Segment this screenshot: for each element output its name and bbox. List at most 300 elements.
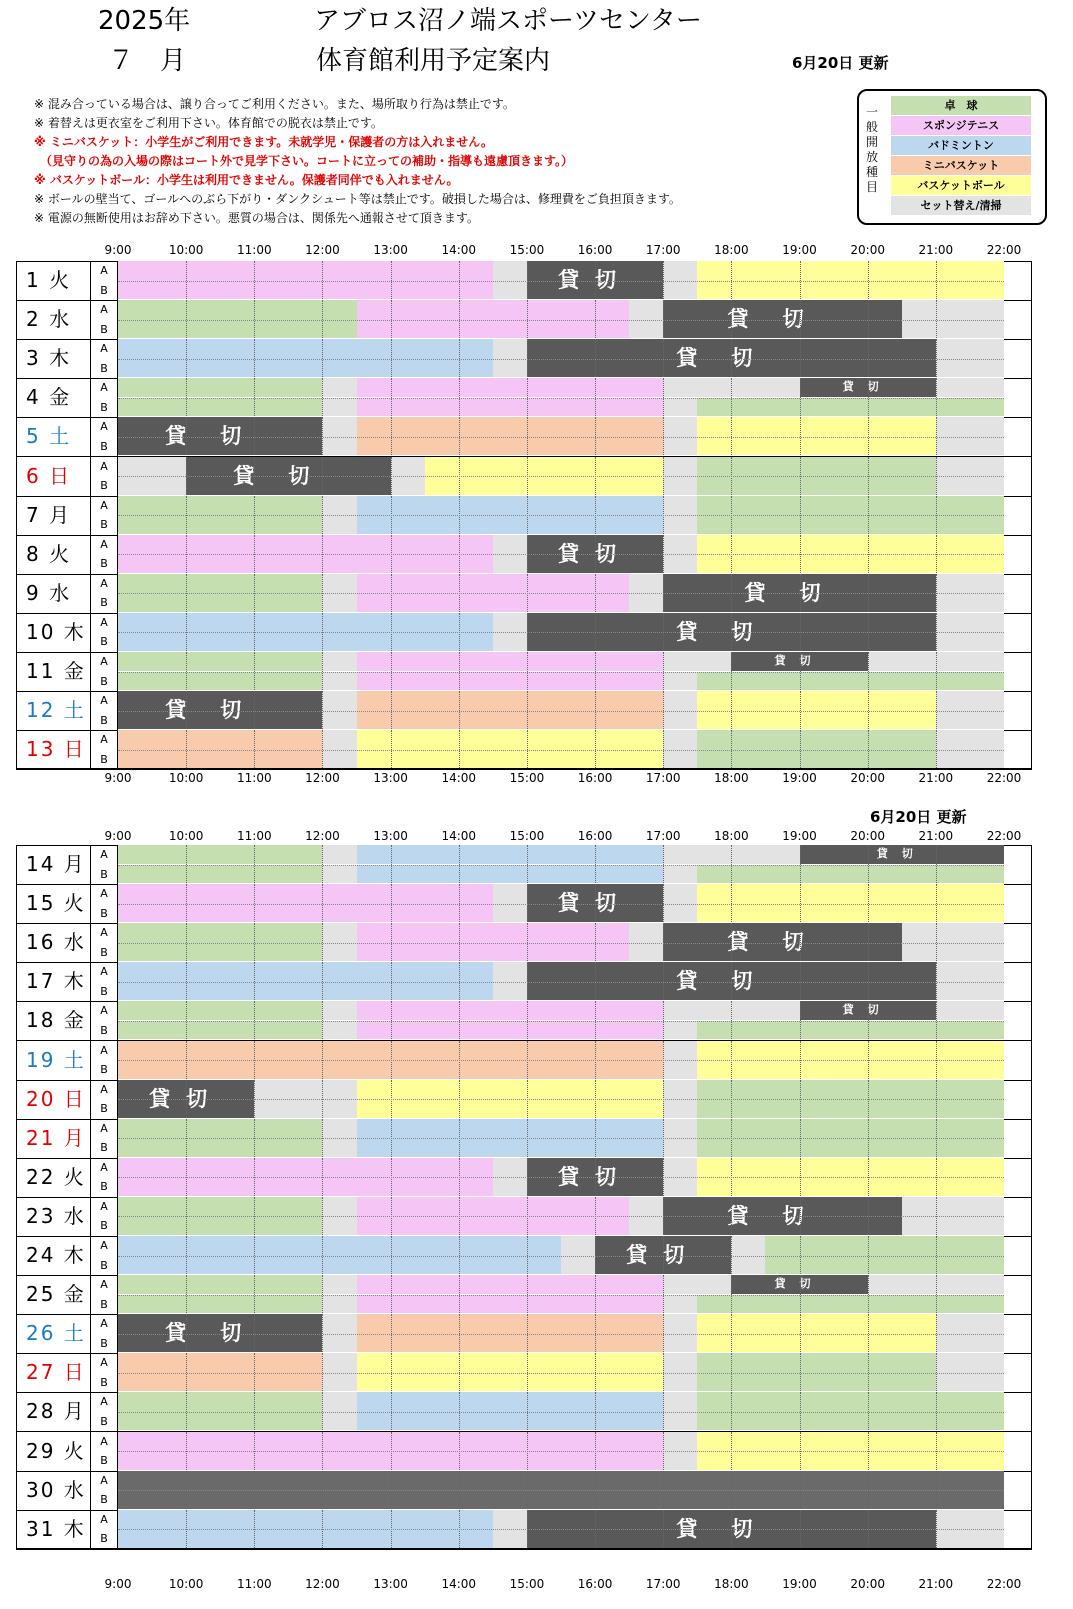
top-time-label: 15:00 bbox=[509, 829, 545, 843]
slot-sponge-tennis bbox=[357, 378, 664, 397]
kashi-block: 貸切 bbox=[118, 1314, 322, 1352]
day-label: 13 日 bbox=[16, 730, 91, 769]
kashi-block: 貸切 bbox=[527, 962, 936, 1000]
slot-badminton bbox=[357, 845, 664, 864]
court-divider bbox=[118, 865, 1004, 866]
court-divider bbox=[118, 437, 1004, 438]
kashi-block: 貸切 bbox=[527, 613, 936, 651]
slot-setup-cleaning bbox=[322, 378, 356, 397]
court-divider bbox=[118, 398, 1004, 399]
court-ab-label bbox=[91, 1392, 118, 1431]
court-b-label: B bbox=[100, 1493, 108, 1507]
day-label: 26 土 bbox=[16, 1314, 91, 1353]
court-b-label: B bbox=[100, 439, 108, 453]
bottom-time-label: 11:00 bbox=[237, 1577, 272, 1591]
court-ab-label bbox=[91, 339, 118, 378]
court-b-label: B bbox=[100, 713, 108, 727]
day-label: 7 月 bbox=[16, 496, 91, 535]
slot-setup-cleaning bbox=[322, 1021, 356, 1040]
bottom-time-label: 10:00 bbox=[168, 771, 204, 785]
day-row bbox=[16, 1236, 1032, 1276]
court-divider bbox=[118, 711, 1004, 712]
slot-table-tennis bbox=[118, 398, 322, 417]
court-divider bbox=[118, 515, 1004, 516]
court-b-label: B bbox=[100, 1063, 108, 1077]
slot-setup-cleaning bbox=[322, 845, 356, 864]
slot-setup-cleaning bbox=[663, 1275, 731, 1294]
slot-setup-cleaning bbox=[663, 398, 697, 417]
day-row bbox=[16, 457, 1032, 497]
day-row bbox=[16, 845, 1032, 885]
court-a-label: A bbox=[100, 576, 108, 590]
bottom-time-label: 17:00 bbox=[645, 771, 681, 785]
court-b-label: B bbox=[100, 557, 108, 571]
top-time-label: 10:00 bbox=[168, 243, 204, 257]
legend-mini-basketball: ミニバスケット bbox=[891, 156, 1031, 175]
court-b-label: B bbox=[100, 1532, 108, 1546]
court-b-label: B bbox=[100, 635, 108, 649]
slot-table-tennis bbox=[697, 1021, 1004, 1040]
court-ab-label bbox=[91, 1353, 118, 1392]
day-label: 16 水 bbox=[16, 923, 91, 962]
top-time-label: 12:00 bbox=[305, 243, 340, 257]
court-ab-label bbox=[91, 923, 118, 962]
slot-table-tennis bbox=[118, 1295, 322, 1314]
day-row bbox=[16, 884, 1032, 924]
kashi-block: 貸切 bbox=[663, 1197, 902, 1235]
court-divider bbox=[118, 1490, 1004, 1491]
slot-setup-cleaning bbox=[936, 378, 1004, 397]
day-row bbox=[16, 1510, 1032, 1550]
slot-table-tennis bbox=[118, 865, 322, 884]
slot-setup-cleaning bbox=[322, 398, 356, 417]
bottom-time-label: 11:00 bbox=[237, 771, 272, 785]
day-row bbox=[16, 962, 1032, 1002]
bottom-time-label: 14:00 bbox=[441, 771, 477, 785]
top-time-label: 18:00 bbox=[714, 829, 749, 843]
bottom-time-label: 21:00 bbox=[918, 1577, 954, 1591]
court-ab-label bbox=[91, 1432, 118, 1471]
slot-setup-cleaning bbox=[663, 652, 731, 671]
court-a-label: A bbox=[100, 420, 108, 434]
top-time-label: 18:00 bbox=[714, 243, 749, 257]
court-a-label: A bbox=[100, 1121, 108, 1135]
legend-side-label: 一般開放種目 bbox=[865, 105, 878, 194]
kashi-block: 貸切 bbox=[731, 1275, 867, 1294]
slot-setup-cleaning bbox=[322, 1001, 356, 1020]
day-row bbox=[16, 613, 1032, 653]
top-time-label: 13:00 bbox=[373, 243, 408, 257]
court-b-label: B bbox=[100, 945, 108, 959]
day-label: 6 日 bbox=[16, 457, 91, 496]
slot-sponge-tennis bbox=[357, 1021, 664, 1040]
slot-setup-cleaning bbox=[936, 1001, 1004, 1020]
kashi-block: 貸切 bbox=[118, 417, 322, 455]
slot-setup-cleaning bbox=[322, 652, 356, 671]
day-row bbox=[16, 535, 1032, 575]
slot-table-tennis bbox=[118, 845, 322, 864]
day-row bbox=[16, 1041, 1032, 1081]
note-6: ※ ボールの壁当て、ゴールへのぶら下がり・ダンクシュート等は禁止です。破損した場合は、修理費をご負担頂きます。 bbox=[34, 192, 681, 206]
court-ab-label bbox=[91, 1314, 118, 1353]
bottom-time-label: 20:00 bbox=[850, 1577, 885, 1591]
day-label: 4 金 bbox=[16, 378, 91, 417]
top-time-label: 15:00 bbox=[509, 243, 545, 257]
court-a-label: A bbox=[100, 381, 108, 395]
slot-setup-cleaning bbox=[663, 1295, 697, 1314]
updated-date: 6月20日 更新 bbox=[792, 54, 889, 72]
note-7: ※ 電源の無断使用はお辞め下さい。悪質の場合は、関係先へ通報させて頂きます。 bbox=[34, 211, 479, 225]
day-row bbox=[16, 378, 1032, 418]
kashi-block: 貸切 bbox=[800, 378, 936, 397]
court-divider bbox=[118, 1099, 1004, 1100]
court-b-label: B bbox=[100, 984, 108, 998]
court-divider bbox=[118, 1177, 1004, 1178]
slot-sponge-tennis bbox=[357, 1295, 664, 1314]
court-a-label: A bbox=[100, 1160, 108, 1174]
top-time-label: 11:00 bbox=[237, 829, 272, 843]
kashi-block: 貸切 bbox=[731, 652, 867, 671]
day-label: 10 木 bbox=[16, 613, 91, 652]
kashi-block: 貸切 bbox=[527, 1510, 936, 1548]
court-divider bbox=[118, 1021, 1004, 1022]
slot-sponge-tennis bbox=[357, 1275, 664, 1294]
court-a-label: A bbox=[100, 733, 108, 747]
day-row bbox=[16, 1197, 1032, 1237]
day-label: 14 月 bbox=[16, 845, 91, 884]
court-divider bbox=[118, 1412, 1004, 1413]
legend-sponge-tennis: スポンジテニス bbox=[891, 116, 1031, 135]
day-row bbox=[16, 574, 1032, 614]
court-b-label: B bbox=[100, 752, 108, 766]
court-divider bbox=[118, 359, 1004, 360]
court-ab-label bbox=[91, 417, 118, 456]
day-label: 15 火 bbox=[16, 884, 91, 923]
bottom-time-label: 17:00 bbox=[645, 1577, 681, 1591]
top-time-label: 12:00 bbox=[305, 829, 340, 843]
top-time-label: 22:00 bbox=[986, 243, 1022, 257]
court-b-label: B bbox=[100, 867, 108, 881]
court-a-label: A bbox=[100, 1082, 108, 1096]
court-b-label: B bbox=[100, 361, 108, 375]
court-ab-label bbox=[91, 1275, 118, 1314]
court-b-label: B bbox=[100, 400, 108, 414]
top-time-label: 20:00 bbox=[850, 243, 885, 257]
court-a-label: A bbox=[100, 1199, 108, 1213]
kashi-block: 貸切 bbox=[186, 457, 390, 495]
top-time-label: 13:00 bbox=[373, 829, 408, 843]
court-b-label: B bbox=[100, 479, 108, 493]
day-label: 30 水 bbox=[16, 1471, 91, 1510]
court-ab-label bbox=[91, 1158, 118, 1197]
court-b-label: B bbox=[100, 1219, 108, 1233]
kashi-block: 貸切 bbox=[595, 1236, 731, 1274]
slot-setup-cleaning bbox=[322, 1295, 356, 1314]
court-divider bbox=[118, 320, 1004, 321]
slot-table-tennis bbox=[118, 378, 322, 397]
day-row bbox=[16, 652, 1032, 692]
day-label: 17 木 bbox=[16, 962, 91, 1001]
legend-setup-cleaning: セット替え/清掃 bbox=[891, 196, 1031, 215]
slot-table-tennis bbox=[118, 652, 322, 671]
day-label: 21 月 bbox=[16, 1119, 91, 1158]
court-ab-label bbox=[91, 652, 118, 691]
day-label: 9 水 bbox=[16, 574, 91, 613]
court-ab-label bbox=[91, 1001, 118, 1040]
day-row bbox=[16, 339, 1032, 379]
court-divider bbox=[118, 1451, 1004, 1452]
bottom-time-label: 12:00 bbox=[305, 771, 340, 785]
bottom-time-label: 18:00 bbox=[714, 771, 749, 785]
bottom-time-label: 12:00 bbox=[305, 1577, 340, 1591]
court-a-label: A bbox=[100, 1317, 108, 1331]
court-ab-label bbox=[91, 457, 118, 496]
top-time-label: 17:00 bbox=[645, 829, 681, 843]
court-divider bbox=[118, 593, 1004, 594]
bottom-time-label: 10:00 bbox=[168, 1577, 204, 1591]
slot-table-tennis bbox=[118, 672, 322, 691]
top-time-label: 21:00 bbox=[918, 243, 954, 257]
day-label: 5 土 bbox=[16, 417, 91, 456]
kashi-block: 貸切 bbox=[527, 1158, 663, 1196]
court-b-label: B bbox=[100, 1375, 108, 1389]
bottom-time-label: 19:00 bbox=[782, 1577, 817, 1591]
court-ab-label bbox=[91, 496, 118, 535]
court-b-label: B bbox=[100, 1454, 108, 1468]
day-label: 20 日 bbox=[16, 1080, 91, 1119]
court-a-label: A bbox=[100, 1004, 108, 1018]
court-a-label: A bbox=[100, 887, 108, 901]
bottom-time-label: 22:00 bbox=[986, 771, 1022, 785]
kashi-block: 貸切 bbox=[527, 339, 936, 377]
day-label: 19 土 bbox=[16, 1041, 91, 1080]
court-b-label: B bbox=[100, 1180, 108, 1194]
top-time-label: 17:00 bbox=[645, 243, 681, 257]
court-divider bbox=[118, 1216, 1004, 1217]
court-a-label: A bbox=[100, 848, 108, 861]
court-a-label: A bbox=[100, 1239, 108, 1252]
facility-name: アブロス沼ノ端スポーツセンター bbox=[314, 6, 702, 36]
bottom-time-label: 15:00 bbox=[509, 1577, 545, 1591]
slot-table-tennis bbox=[118, 1001, 322, 1020]
slot-setup-cleaning bbox=[322, 1275, 356, 1294]
court-ab-label bbox=[91, 730, 118, 769]
day-row bbox=[16, 923, 1032, 963]
court-divider bbox=[118, 554, 1004, 555]
bottom-time-label: 16:00 bbox=[577, 1577, 613, 1591]
day-label: 18 金 bbox=[16, 1001, 91, 1040]
slot-setup-cleaning bbox=[663, 865, 697, 884]
page-title: 体育館利用予定案内 bbox=[316, 46, 551, 76]
day-row bbox=[16, 496, 1032, 536]
court-ab-label bbox=[91, 613, 118, 652]
court-divider bbox=[118, 943, 1004, 944]
court-b-label: B bbox=[100, 1297, 108, 1311]
top-time-label: 14:00 bbox=[441, 829, 477, 843]
kashi-block: 貸切 bbox=[118, 1080, 254, 1118]
court-ab-label bbox=[91, 261, 118, 300]
court-b-label: B bbox=[100, 1336, 108, 1350]
court-divider bbox=[118, 1373, 1004, 1374]
court-b-label: B bbox=[100, 322, 108, 336]
legend-table-tennis: 卓 球 bbox=[891, 96, 1031, 115]
kashi-block: 貸切 bbox=[663, 574, 936, 612]
day-row bbox=[16, 300, 1032, 340]
slot-table-tennis bbox=[697, 1295, 1004, 1314]
court-b-label: B bbox=[100, 283, 108, 297]
court-divider bbox=[118, 281, 1004, 282]
bottom-time-label: 14:00 bbox=[441, 1577, 477, 1591]
note-3: ※ ミニバスケット：小学生がご利用できます。未就学児・保護者の方は入れません。 bbox=[34, 135, 494, 149]
court-divider bbox=[118, 1256, 1004, 1257]
day-row bbox=[16, 1471, 1032, 1511]
day-row bbox=[16, 1353, 1032, 1393]
court-b-label: B bbox=[100, 1414, 108, 1428]
day-label: 23 水 bbox=[16, 1197, 91, 1236]
month-label: ７ 月 bbox=[108, 46, 187, 76]
kashi-block: 貸切 bbox=[118, 691, 322, 729]
court-a-label: A bbox=[100, 459, 108, 473]
court-a-label: A bbox=[100, 1356, 108, 1370]
section-updated-date: 6月20日 更新 bbox=[870, 808, 967, 826]
day-label: 28 月 bbox=[16, 1392, 91, 1431]
court-b-label: B bbox=[100, 674, 108, 688]
day-row bbox=[16, 1119, 1032, 1159]
day-label: 27 日 bbox=[16, 1353, 91, 1392]
legend-basketball: バスケットボール bbox=[891, 176, 1031, 195]
court-divider bbox=[118, 1295, 1004, 1296]
court-b-label: B bbox=[100, 1102, 108, 1116]
court-a-label: A bbox=[100, 264, 108, 277]
kashi-block: 貸切 bbox=[800, 845, 1004, 864]
top-time-label: 16:00 bbox=[577, 243, 613, 257]
court-a-label: A bbox=[100, 1473, 108, 1487]
court-ab-label bbox=[91, 1471, 118, 1510]
court-ab-label bbox=[91, 884, 118, 923]
court-divider bbox=[118, 982, 1004, 983]
day-row bbox=[16, 261, 1032, 301]
slot-setup-cleaning bbox=[663, 1021, 697, 1040]
day-label: 3 木 bbox=[16, 339, 91, 378]
court-b-label: B bbox=[100, 596, 108, 610]
day-label: 2 水 bbox=[16, 300, 91, 339]
top-time-label: 22:00 bbox=[986, 829, 1022, 843]
day-row bbox=[16, 1158, 1032, 1198]
year-label: 2025年 bbox=[98, 6, 191, 36]
slot-table-tennis bbox=[697, 398, 1004, 417]
slot-sponge-tennis bbox=[357, 652, 664, 671]
slot-sponge-tennis bbox=[357, 672, 664, 691]
court-a-label: A bbox=[100, 615, 108, 629]
bottom-time-label: 9:00 bbox=[104, 771, 132, 785]
day-row bbox=[16, 730, 1032, 770]
top-time-label: 21:00 bbox=[918, 829, 954, 843]
day-label: 11 金 bbox=[16, 652, 91, 691]
court-divider bbox=[118, 904, 1004, 905]
court-ab-label bbox=[91, 300, 118, 339]
kashi-block: 貸切 bbox=[663, 923, 902, 961]
court-b-label: B bbox=[100, 906, 108, 920]
court-divider bbox=[118, 1060, 1004, 1061]
day-row bbox=[16, 1275, 1032, 1315]
note-5: ※ バスケットボール：小学生は利用できません。保護者同伴でも入れません。 bbox=[34, 173, 459, 187]
kashi-block: 貸切 bbox=[663, 300, 902, 338]
kashi-block: 貸切 bbox=[527, 535, 663, 573]
court-divider bbox=[118, 672, 1004, 673]
court-b-label: B bbox=[100, 1258, 108, 1272]
slot-setup-cleaning bbox=[322, 865, 356, 884]
day-row bbox=[16, 1080, 1032, 1120]
court-ab-label bbox=[91, 845, 118, 884]
court-ab-label bbox=[91, 535, 118, 574]
day-label: 22 火 bbox=[16, 1158, 91, 1197]
court-a-label: A bbox=[100, 498, 108, 512]
court-divider bbox=[118, 1334, 1004, 1335]
bottom-time-label: 13:00 bbox=[373, 771, 408, 785]
day-label: 25 金 bbox=[16, 1275, 91, 1314]
court-divider bbox=[118, 750, 1004, 751]
slot-table-tennis bbox=[697, 672, 1004, 691]
slot-table-tennis bbox=[697, 865, 1004, 884]
court-a-label: A bbox=[100, 1278, 108, 1292]
court-a-label: A bbox=[100, 1512, 108, 1526]
bottom-time-label: 9:00 bbox=[104, 1577, 132, 1591]
bottom-time-label: 22:00 bbox=[986, 1577, 1022, 1591]
top-time-label: 11:00 bbox=[237, 243, 272, 257]
court-divider bbox=[118, 476, 1004, 477]
slot-sponge-tennis bbox=[357, 1001, 664, 1020]
top-time-label: 20:00 bbox=[850, 829, 885, 843]
top-time-label: 9:00 bbox=[104, 829, 132, 843]
court-divider bbox=[118, 632, 1004, 633]
day-row bbox=[16, 1001, 1032, 1041]
court-ab-label bbox=[91, 1510, 118, 1549]
court-a-label: A bbox=[100, 965, 108, 979]
legend-badminton: バドミントン bbox=[891, 136, 1031, 155]
bottom-time-label: 16:00 bbox=[577, 771, 613, 785]
court-ab-label bbox=[91, 1080, 118, 1119]
day-label: 8 火 bbox=[16, 535, 91, 574]
day-label: 29 火 bbox=[16, 1432, 91, 1471]
court-a-label: A bbox=[100, 303, 108, 317]
day-row bbox=[16, 1392, 1032, 1432]
day-row bbox=[16, 691, 1032, 731]
court-a-label: A bbox=[100, 1395, 108, 1409]
court-ab-label bbox=[91, 1197, 118, 1236]
court-ab-label bbox=[91, 691, 118, 730]
top-time-label: 9:00 bbox=[104, 243, 132, 257]
note-4: （見守りの為の入場の際はコート外で見学下さい。コートに立っての補助・指導も遠慮頂きます。） bbox=[34, 154, 574, 168]
day-row bbox=[16, 1432, 1032, 1472]
bottom-time-label: 13:00 bbox=[373, 1577, 408, 1591]
slot-sponge-tennis bbox=[357, 398, 664, 417]
court-a-label: A bbox=[100, 1043, 108, 1057]
bottom-time-label: 15:00 bbox=[509, 771, 545, 785]
slot-badminton bbox=[357, 865, 664, 884]
court-ab-label bbox=[91, 962, 118, 1001]
court-b-label: B bbox=[100, 518, 108, 532]
kashi-block: 貸切 bbox=[527, 884, 663, 922]
top-time-label: 19:00 bbox=[782, 829, 817, 843]
day-row bbox=[16, 1314, 1032, 1354]
court-a-label: A bbox=[100, 342, 108, 356]
kashi-block: 貸切 bbox=[527, 261, 663, 299]
bottom-time-label: 20:00 bbox=[850, 771, 885, 785]
top-time-label: 19:00 bbox=[782, 243, 817, 257]
bottom-time-label: 19:00 bbox=[782, 771, 817, 785]
top-time-label: 14:00 bbox=[441, 243, 477, 257]
court-a-label: A bbox=[100, 1434, 108, 1448]
